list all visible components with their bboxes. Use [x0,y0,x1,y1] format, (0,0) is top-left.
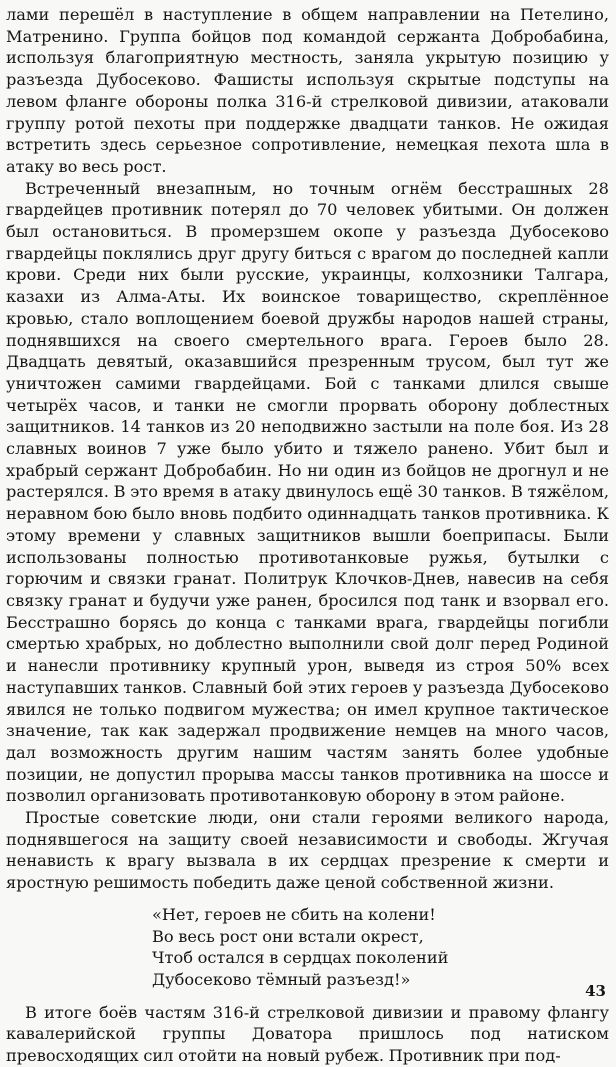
page-body [6,4,609,1067]
paragraph-2: Встреченный внезапным, но точным огнём бесстрашных 28 гвардейцев противник потерял до 70 человек убитыми. Он должен был остановиться. В промерзшем окопе у разъезда Дубосеково гвардейцы поклялись друг другу биться с врагом до последней капли крови. Среди них были русские, украинцы, колхозники Талгара, казахи из Алма-Аты. Их воинское товарищество, скреплённое кровью, стало воплощением боевой дружбы народов нашей страны, поднявшихся на своего смертельного врага. Героев было 28. Двадцать девятый, оказавшийся презренным трусом, был тут же уничтожен самими гвардейцами. Бой с танками длился свыше четырёх часов, и танки не смогли прорвать оборону доблестных защитников. 14 танков из 20 неподвижно застыли на поле боя. Из 28 славных воинов 7 уже было убито и тяжело ранено. Убит был и храбрый сержант Добробабин. Но ни один из бойцов не дрогнул и не растерялся. В это время в атаку двинулось ещё 30 танков. В тяжёлом, неравном бою было вновь подбито одиннадцать танков противника. К этому времени у славных защитников вышли боеприпасы. Были использованы полностью противотанковые ружья, бутылки с горючим и связки гранат. Политрук Клочков-Днев, навесив на себя связку гранат и будучи уже ранен, бросился под танк и взорвал его. Бесстрашно борясь до конца с танками врага, гвардейцы погибли смертью храбрых, но доблестно выполнили свой долг перед Родиной и нанесли противнику крупный урон, выведя из строя 50% всех наступавших танков. Славный бой этих героев у разъезда Дубосеково явился не только подвигом мужества; он имел крупное тактическое значение, так как задержал продвижение немцев на много часов, дал возможность другим нашим частям занять более удобные позиции, не допустил прорыва массы танков противника на шоссе и позволил организовать противотанковую оборону в этом районе. [6,178,609,806]
poem-line-4: Дубосеково тёмный разъезд!» [152,969,411,989]
poem-line-2: Во весь рост они встали окрест, [152,926,424,946]
poem-line-1: «Нет, героев не сбить на колени! [152,904,436,924]
paragraph-4: В итоге боёв частям 316-й стрелковой дивизии и правому флангу кавалерийской группы Доватора пришлось под натиском превосходящих сил отойти на новый рубеж. Противник при под- [6,1002,609,1066]
paragraph-1: лами перешёл в наступление в общем направлении на Петелино, Матренино. Группа бойцов под командой сержанта Добробабина, используя благоприятную местность, заняла укрытую позицию у разъезда Дубосеково. Фашисты используя скрытые подступы на левом фланге обороны полка 316-й стрелковой дивизии, атаковали группу ротой пехоты при поддержке двадцати танков. Не ожидая встретить здесь серьезное сопротивление, немецкая пехота шла в атаку во весь рост. [6,5,609,176]
poem-line-3: Чтоб остался в сердцах поколений [152,948,449,968]
page-number: 43 [585,982,606,1000]
paragraph-3: Простые советские люди, они стали героями великого народа, поднявшегося на защиту своей независимости и свободы. Жгучая ненависть к врагу вызвала в их сердцах презрение к смерти и яростную решимость победить даже ценой собственной жизни. [6,808,609,893]
poem-quote [152,904,609,991]
